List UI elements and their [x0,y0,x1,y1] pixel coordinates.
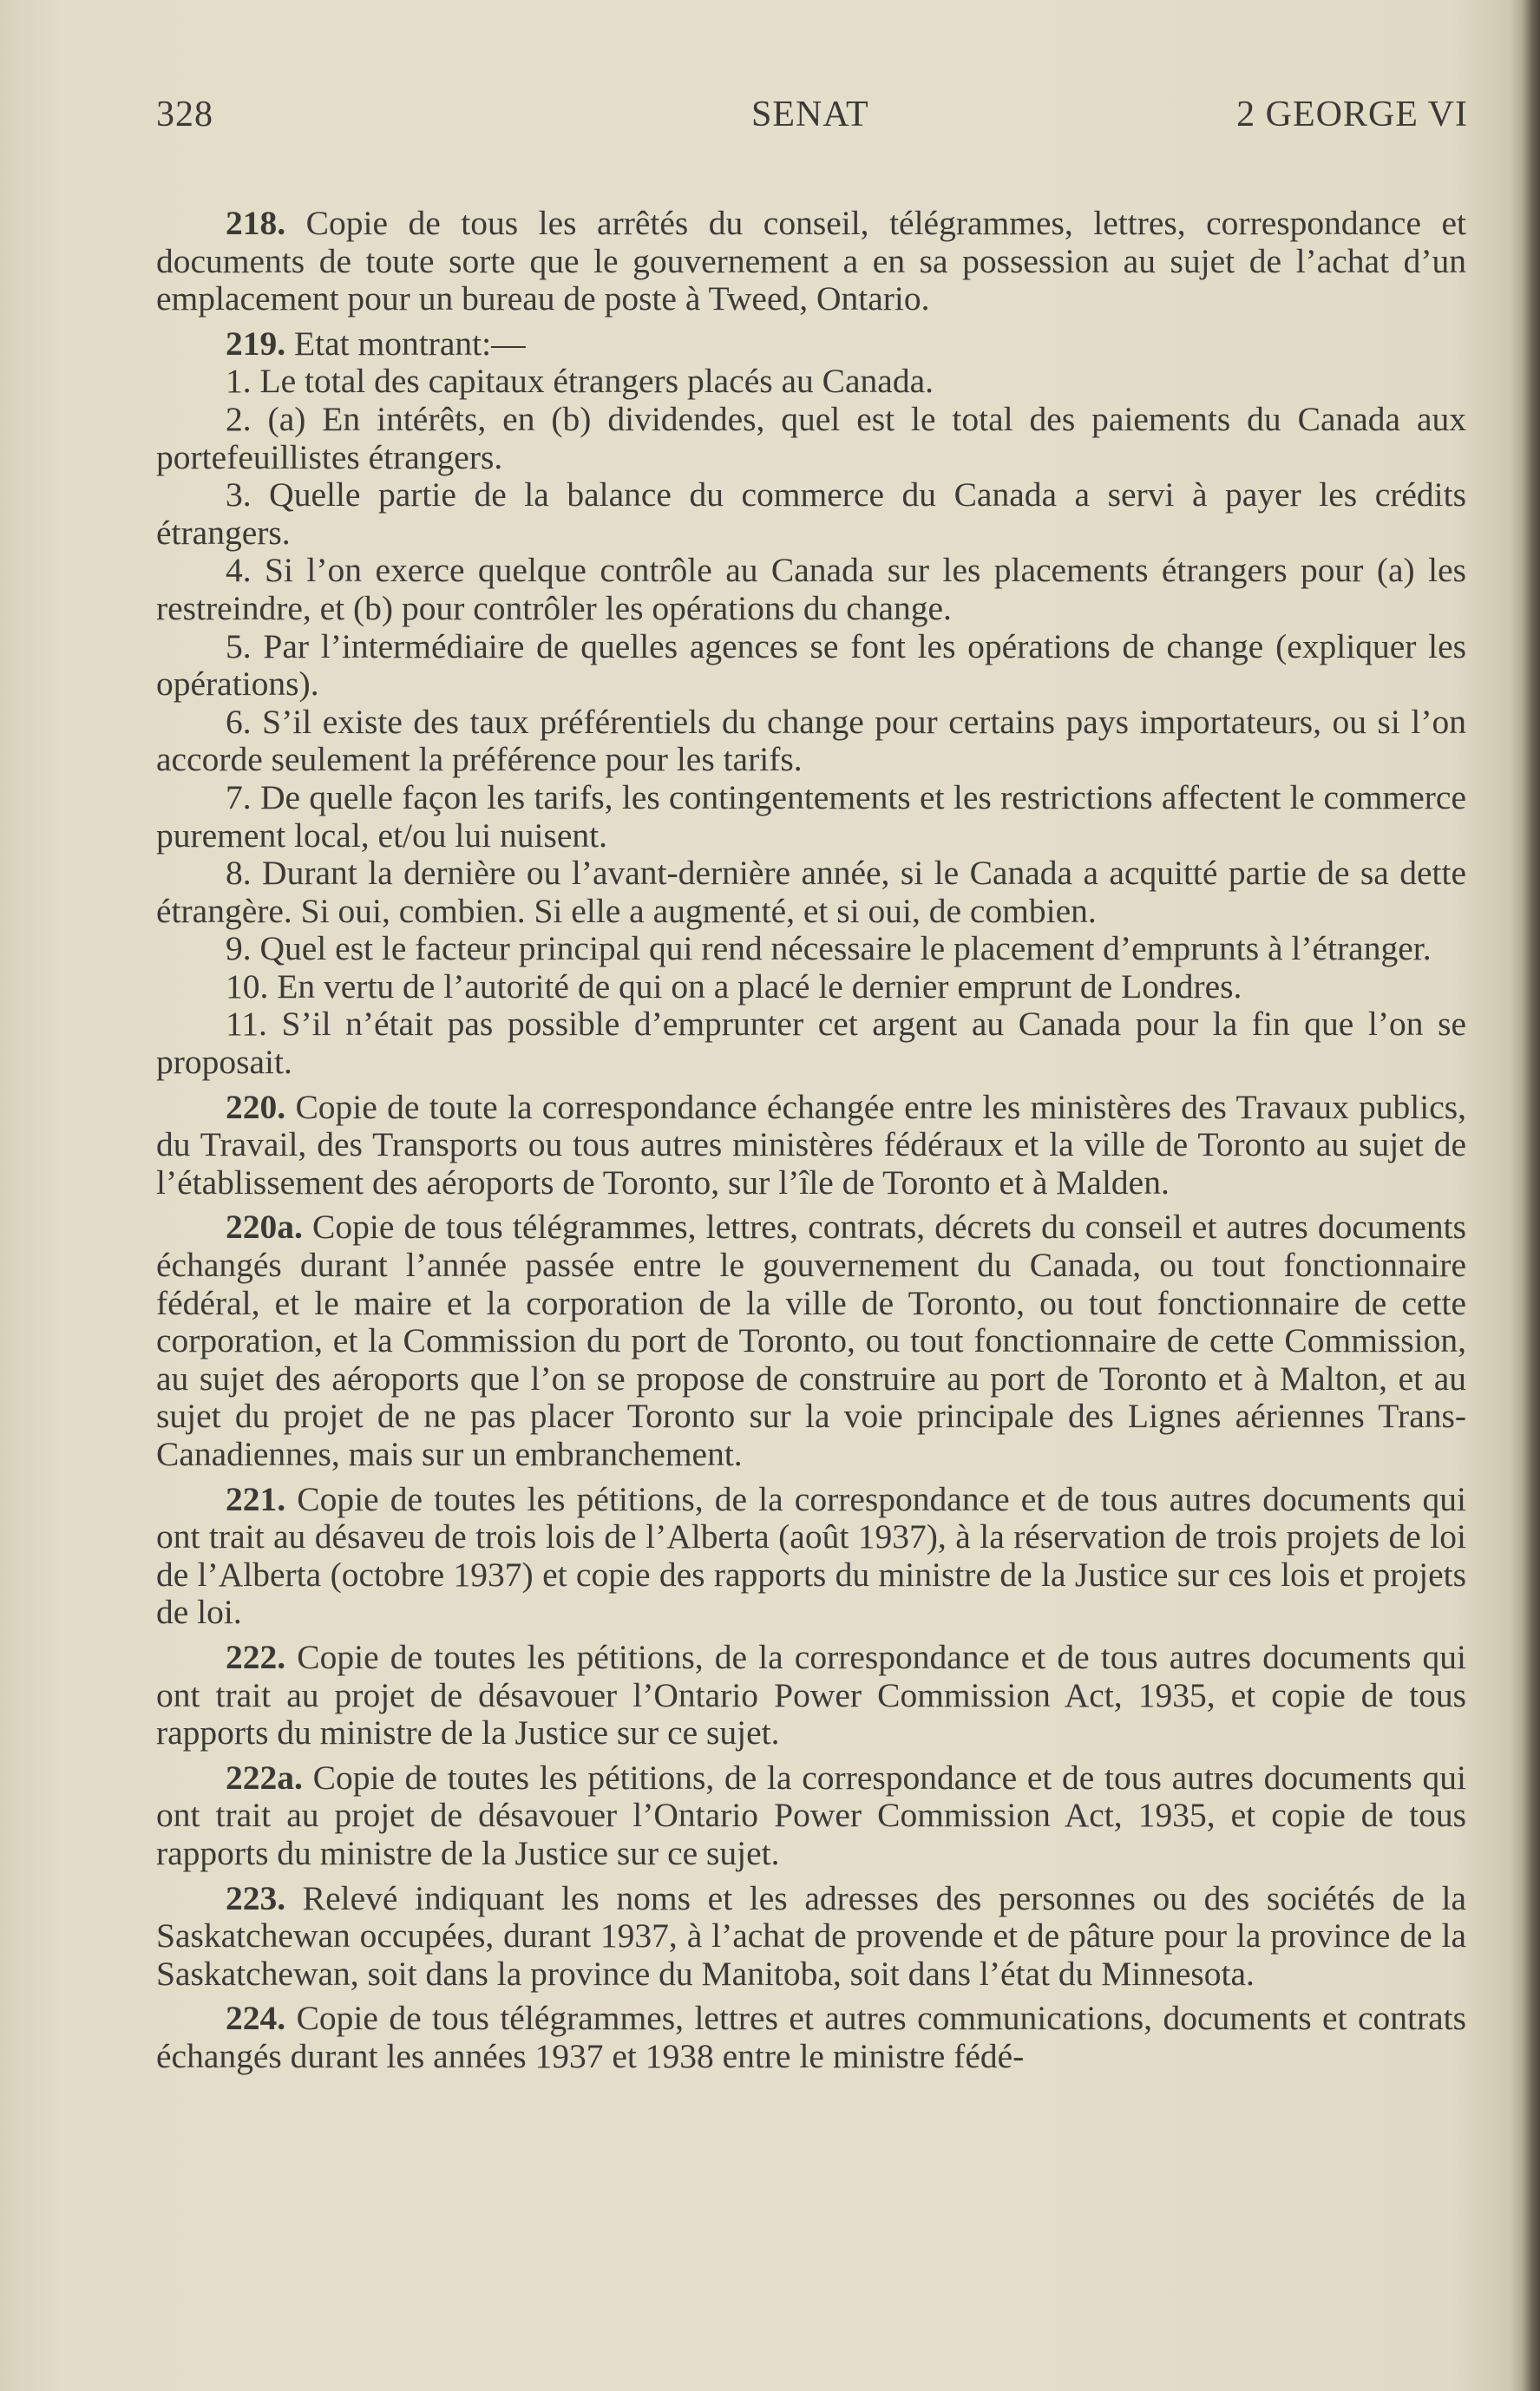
paragraph-text: 9. Quel est le facteur principal qui rend nécessaire le placement d’emprunts à l’étranger. [226,929,1432,968]
paragraph-text: 6. S’il existe des taux préférentiels du change pour certains pays importateurs, ou si l’on accorde seulement la préférence pour les tarifs. [156,702,1466,779]
paragraph-text: 10. En vertu de l’autorité de qui on a placé le dernier emprunt de Londres. [226,966,1242,1006]
paragraph-222a [156,1759,1466,1873]
paragraph-222 [156,1639,1466,1752]
paragraph-text: Copie de tous les arrêtés du conseil, télégrammes, lettres, correspondance et documents de toute sorte que le gouvernement a en sa possession au sujet de l’achat d’un emplacement pour un bureau de poste à Tweed, Ontario. [156,204,1467,318]
paragraph-text: 2. (a) En intérêts, en (b) dividendes, quel est le total des paiements du Canada aux portefeuillistes étrangers. [156,399,1466,476]
paragraph-text: Copie de toute la correspondance échangée entre les ministères des Travaux publics, du Travail, des Transports ou tous autres ministères fédéraux et la ville de Toronto au sujet de l’établissement des aéroports de Toronto, sur l’île de Toronto et à Malden. [156,1087,1466,1202]
paragraph-text: 4. Si l’on exerce quelque contrôle au Canada sur les placements étrangers pour (a) les restreindre, et (b) pour contrôler les opérations du change. [156,551,1466,627]
item-number: 218. [226,204,286,242]
reign-label: 2 GEORGE VI [1236,95,1468,134]
item-number: 221. [226,1479,286,1518]
paragraph-223 [156,1880,1466,1994]
paragraph-text: Etat montrant:— [294,324,526,363]
item-number: 222. [226,1637,286,1676]
page-edge-shadow [1521,0,1540,2391]
running-header [156,94,1475,146]
item-number: 220. [226,1087,286,1126]
paragraph-text: Copie de toutes les pétitions, de la correspondance et de tous autres documents qui ont trait au désaveu de trois lois de l’Alberta (août 1937), à la réservation de trois projets de loi de l’Alberta (octobre 1937) et copie des rapports du ministre de la Justice sur ces lois et projets de loi. [156,1479,1466,1632]
subitem-3 [156,476,1466,552]
paragraph-224 [156,2000,1466,2075]
item-number: 219. [226,324,286,363]
paragraph-text: Copie de toutes les pétitions, de la correspondance et de tous autres documents qui ont trait au projet de désavouer l’Ontario Power Commission Act, 1935, et copie de tous rapports du ministre de la Justice sur ce sujet. [156,1637,1466,1752]
item-number: 222a. [226,1758,303,1797]
paragraph-text: 7. De quelle façon les tarifs, les contingentements et les restrictions affectent le commerce purement local, et/ou lui nuisent. [156,777,1466,855]
paragraph-text: Copie de tous télégrammes, lettres et autres communications, documents et contrats échangés durant les années 1937 et 1938 entre le ministre fédé- [156,1999,1466,2075]
paragraph-220a [156,1209,1466,1473]
item-number: 224. [226,1999,286,2038]
paragraph-text: 5. Par l’intermédiaire de quelles agences se font les opérations de change (expliquer les opérations). [156,626,1466,704]
body-text [156,198,1466,2076]
running-title: SENAT [751,95,869,134]
subitem-11 [156,1006,1466,1081]
subitem-5 [156,628,1466,704]
subitem-7 [156,779,1466,855]
paragraph-220 [156,1089,1466,1202]
paragraph-text: Relevé indiquant les noms et les adresses des personnes ou des sociétés de la Saskatchewan occupées, durant 1937, à l’achat de provende et de pâture pour la province de la Saskatchewan, soit dans la province du Manitoba, soit dans l’état du Minnesota. [156,1878,1466,1993]
paragraph-text: 1. Le total des capitaux étrangers placés au Canada. [226,362,934,401]
subitem-10 [156,968,1466,1006]
paragraph-text: Copie de toutes les pétitions, de la correspondance et de tous autres documents qui ont trait au projet de désavouer l’Ontario Power Commission Act, 1935, et copie de tous rapports du ministre de la Justice sur ce sujet. [156,1758,1467,1872]
subitem-9 [156,930,1466,968]
subitem-4 [156,552,1466,627]
paragraph-text: 8. Durant la dernière ou l’avant-dernière année, si le Canada a acquitté partie de sa dette étrangère. Si oui, combien. Si elle a augmenté, et si oui, de combien. [156,854,1466,930]
paragraph-221 [156,1481,1466,1632]
paragraph-text: Copie de tous télégrammes, lettres, contrats, décrets du conseil et autres documents échangés durant l’année passée entre le gouvernement du Canada, ou tout fonctionnaire fédéral, et le maire et la corporation de la ville de Toronto, ou tout fonctionnaire de cette corporation, et la Commission du port de Toronto, ou tout fonctionnaire de cette Commission, au sujet des aéroports que l’on se propose de construire au port de Toronto et à Malton, et au sujet du projet de ne pas placer Toronto sur la voie principale des Lignes aériennes Trans-Canadiennes, mais sur un embranchement. [156,1208,1466,1473]
paragraph-219 [156,325,1466,364]
paragraph-text: 3. Quelle partie de la balance du commerce du Canada a servi à payer les crédits étrangers. [156,475,1466,552]
subitem-1 [156,363,1466,401]
paragraph-218 [156,205,1466,318]
subitem-6 [156,704,1466,779]
item-number: 220a. [226,1208,303,1247]
subitem-8 [156,855,1466,930]
page-number: 328 [156,95,213,134]
subitem-2 [156,401,1466,476]
item-number: 223. [226,1878,286,1917]
paragraph-text: 11. S’il n’était pas possible d’emprunter cet argent au Canada pour la fin que l’on se proposait. [156,1005,1466,1082]
